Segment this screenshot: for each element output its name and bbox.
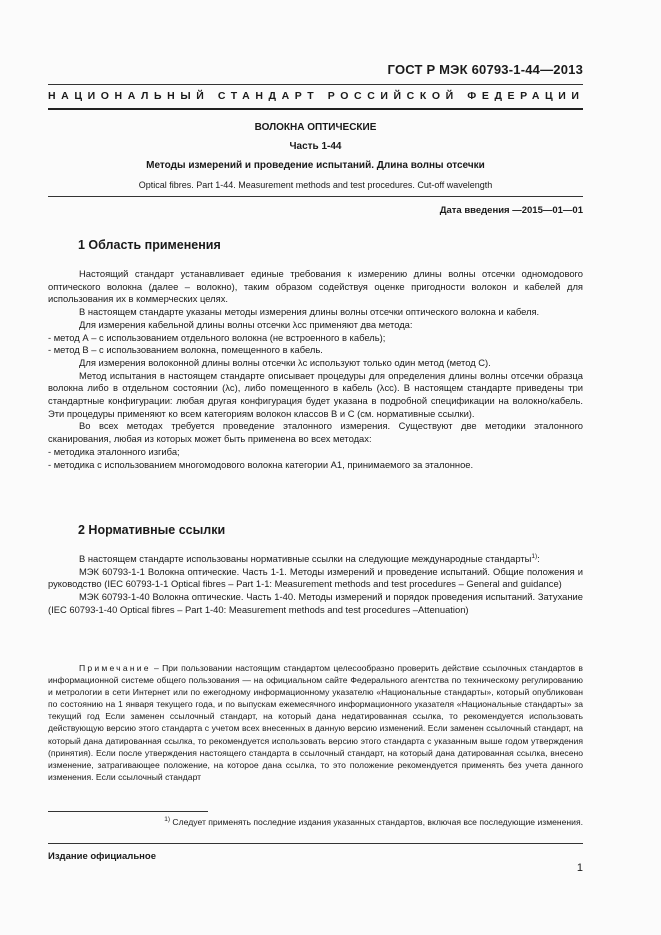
note (48, 662, 583, 783)
paragraph: Метод испытания в настоящем стандарте описывает процедуры для определения длины волны отсечки образца волокна либо в отдельном состоянии (λc), либо помещенного в кабель (λcc). В настоящем стандарте приведены три стандартные конфигурации: любая другая конфигурация будет указана в подробной спецификации на волокно/кабель. Эти процедуры применяют ко всем категориям волокон классов В и С (см. нормативные ссылки). (48, 369, 583, 419)
standard-subtitle: Методы измерений и проведение испытаний. Длина волны отсечки (146, 160, 485, 171)
header-rule (48, 84, 583, 85)
reference-item: МЭК 60793-1-40 Волокна оптические. Часть 1-40. Методы измерений и порядок проведения испытаний. Затухание (IEC 60793-1-40 Optical fibres – Part 1-40: Measurement methods and test procedures –Attenuation) (48, 591, 583, 615)
footnote-rule (48, 811, 208, 812)
paragraph: В настоящем стандарте указаны методы измерения длины волны отсечки оптического волокна и кабеля. (79, 306, 540, 318)
standard-title: ВОЛОКНА ОПТИЧЕСКИЕ (254, 122, 377, 133)
section-2-heading: 2 Нормативные ссылки (78, 523, 226, 537)
english-title: Optical fibres. Part 1-44. Measurement methods and test procedures. Cut-off wavelength (138, 180, 493, 190)
paragraph: Для измерения волоконной длины волны отсечки λc используют только один метод (метод С). (79, 356, 491, 368)
list-item: - методика эталонного изгиба; (48, 445, 180, 457)
paragraph (48, 551, 583, 566)
list-item: - метод В – с использованием волокна, помещенного в кабель. (48, 344, 323, 356)
reference-item: МЭК 60793-1-1 Волокна оптические. Часть 1-1. Методы измерений и проведение испытаний. Общие положения и руководство (IEC 60793-1-1 Optical fibres – Part 1-1: Measurement methods and test procedures – General and guidance) (48, 565, 583, 590)
title-rule (48, 196, 583, 197)
introduction-date: Дата введения —2015—01—01 (439, 205, 583, 216)
standard-part: Часть 1-44 (289, 141, 342, 152)
paragraph: Во всех методах требуется проведение эталонного измерения. Существуют две методики эталонного сканирования, любая из которых может быть применена во всех методах: (48, 420, 583, 445)
paragraph: Для измерения кабельной длины волны отсечки λcc применяют два метода: (79, 318, 413, 330)
section-2-body (48, 551, 583, 617)
paragraph-end: : (537, 553, 540, 564)
national-standard-banner: НАЦИОНАЛЬНЫЙ СТАНДАРТ РОССИЙСКОЙ ФЕДЕРАЦИИ (48, 90, 585, 102)
footnote-text: Следует применять последние издания указанных стандартов, включая все последующие изменения. (170, 817, 583, 827)
footnote (48, 816, 583, 827)
section-1-heading: 1 Область применения (78, 238, 221, 252)
footer-rule (48, 843, 583, 844)
paragraph: Настоящий стандарт устанавливает единые требования к измерению длины волны отсечки одномодового оптического волокна (далее – волокно), таким образом содействуя оценке пригодности волокон и кабелей для использования их в коммерческих целях. (48, 268, 583, 305)
footnote-ref: 1) (531, 553, 538, 560)
list-item: - метод А – с использованием отдельного волокна (не встроенного в кабель); (48, 331, 386, 343)
edition-label: Издание официальное (48, 851, 156, 862)
section-1-body (48, 268, 583, 471)
page-number: 1 (576, 862, 583, 874)
paragraph-text: В настоящем стандарте использованы нормативные ссылки на следующие международные стандарты (79, 553, 532, 564)
banner-rule (48, 108, 583, 110)
note-text: – При пользовании настоящим стандартом целесообразно проверить действие ссылочных стандартов в информационной системе общего пользования — на официальном сайте Федерального агентства по техническому регулированию и метрологии в сети Интернет или по ежегодному информационному указателю «Национальные стандарты», который опубликован по состоянию на 1 января текущего года, и по выпускам ежемесячного информационного указателя «Национальные стандарты» за текущий год Если заменен ссылочный стандарт, на который дана недатированная ссылка, то рекомендуется использовать действующую версию этого стандарта с учетом всех внесенных в данную версию изменений. Если заменен ссылочный стандарт, на который дана датированная ссылка, то рекомендуется использовать версию этого стандарта с указанным выше годом утверждения (принятия). Если после утверждения настоящего стандарта в ссылочный стандарт, на который дана датированная ссылка, внесено изменение, затрагивающее положение, на которое дана ссылка, то это положение рекомендуется применять без учета данного изменения. Если ссылочный стандарт (48, 663, 583, 782)
list-item: - методика с использованием многомодового волокна категории А1, принимаемого за эталонное. (48, 458, 474, 470)
note-label: Примечание (79, 663, 151, 673)
footnote-mark: 1) (164, 816, 171, 823)
document-code: ГОСТ Р МЭК 60793-1-44—2013 (387, 62, 583, 77)
